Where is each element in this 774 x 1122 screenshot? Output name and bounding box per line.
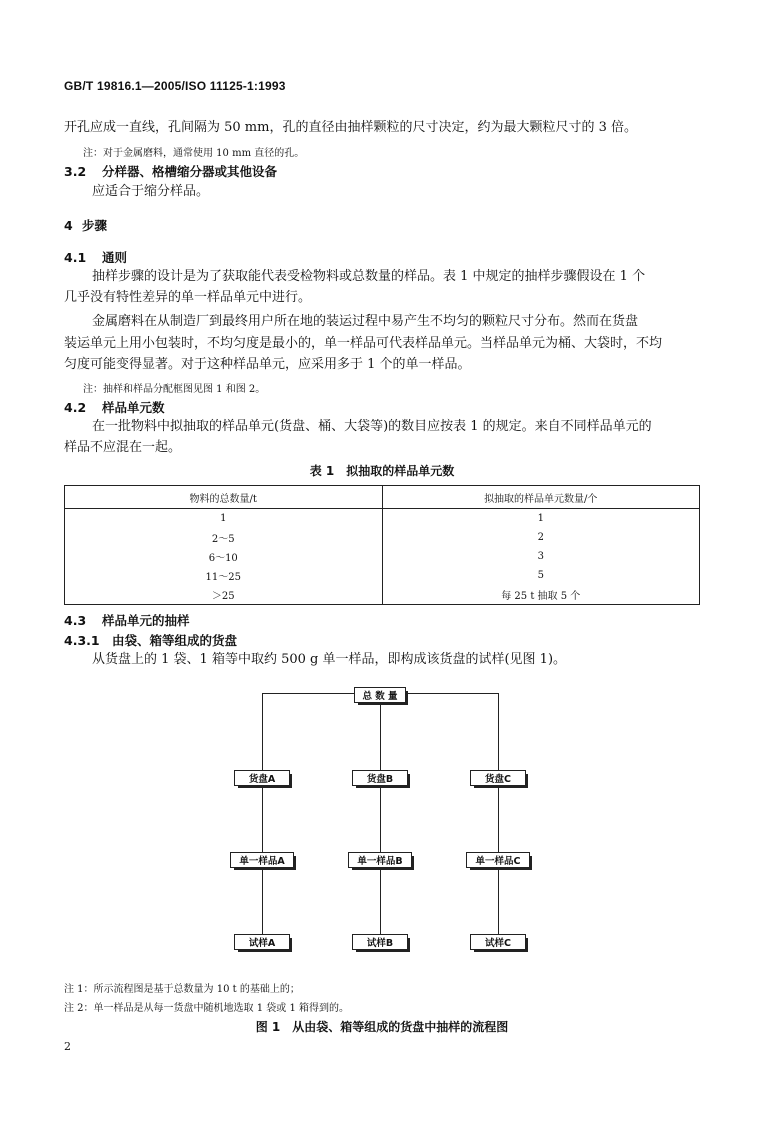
section-title: 由袋、箱等组成的货盘 (112, 633, 238, 648)
box-label: 单一样品C (475, 856, 521, 867)
single-sample-a-box (230, 852, 294, 868)
box-label: 单一样品A (239, 856, 285, 867)
figure-1-note-2: 注 2：单一样品是从每一货盘中随机地选取 1 袋或 1 箱得到的。 (64, 1003, 349, 1014)
connector-line (380, 786, 381, 852)
section-title: 样品单元数 (102, 400, 165, 415)
connector-line (498, 868, 499, 934)
box-label: 货盘B (366, 774, 394, 785)
connector-line (262, 693, 263, 770)
table-cell: 1 (65, 509, 383, 529)
test-sample-b-box (352, 934, 408, 950)
section-number: 3.2 (64, 164, 87, 179)
page-number: 2 (64, 1040, 71, 1053)
table-cell: 11～25 (65, 566, 383, 585)
table-row (65, 585, 700, 605)
section-number: 4.3 (64, 613, 87, 628)
table-row (65, 547, 700, 566)
table-header-cell: 拟抽取的样品单元数量/个 (382, 486, 700, 509)
table-header-cell: 物料的总数量/t (65, 486, 383, 509)
table-cell: 1 (382, 509, 700, 529)
section-4-1-p2-line1: 金属磨料在从制造厂到最终用户所在地的装运过程中易产生不均匀的颗粒尺寸分布。然而在货盘 (92, 314, 639, 329)
connector-line (262, 868, 263, 934)
connector-line (498, 786, 499, 852)
table-1-caption: 表 1 拟抽取的样品单元数 (309, 464, 455, 478)
section-4-1-note: 注：抽样和样品分配框图见图 1 和图 2。 (83, 384, 266, 395)
section-number: 4.3.1 (64, 633, 100, 648)
test-sample-c-box (470, 934, 526, 950)
box-label: 总 数 量 (362, 691, 398, 702)
section-3-2-text: 应适合于缩分样品。 (92, 184, 210, 199)
section-4-2-line2: 样品不应混在一起。 (64, 440, 182, 455)
section-number: 4.1 (64, 250, 87, 265)
total-quantity-box (354, 687, 406, 703)
table-1 (64, 485, 700, 605)
single-sample-b-box (348, 852, 412, 868)
section-4-heading (64, 216, 107, 234)
section-number: 4.2 (64, 400, 87, 415)
connector-line (380, 868, 381, 934)
section-title: 通则 (102, 250, 128, 265)
pallet-b-box (352, 770, 408, 786)
section-title: 步骤 (82, 218, 108, 233)
section-title: 样品单元的抽样 (102, 613, 190, 628)
section-4-2-heading (64, 398, 165, 416)
single-sample-c-box (466, 852, 530, 868)
intro-note: 注：对于金属磨料，通常使用 10 mm 直径的孔。 (83, 148, 305, 159)
section-4-3-1-heading (64, 631, 237, 649)
section-4-1-p1-line2: 几乎没有特性差异的单一样品单元中进行。 (64, 290, 312, 305)
figure-1-note-1: 注 1：所示流程图是基于总数量为 10 t 的基础上的； (64, 984, 300, 995)
section-4-1-p1-line1: 抽样步骤的设计是为了获取能代表受检物料或总数量的样品。表 1 中规定的抽样步骤假设在 1 个 (92, 269, 646, 284)
table-row (65, 509, 700, 529)
pallet-c-box (470, 770, 526, 786)
section-title: 分样器、格槽缩分器或其他设备 (102, 164, 278, 179)
section-number: 4 (64, 218, 73, 233)
section-4-1-p2-line3: 匀度可能变得显著。对于这种样品单元，应采用多于 1 个的单一样品。 (64, 357, 471, 372)
section-3-2-heading (64, 162, 277, 180)
box-label: 试样B (366, 938, 394, 949)
connector-line (498, 693, 499, 770)
figure-1-caption: 图 1 从由袋、箱等组成的货盘中抽样的流程图 (255, 1020, 509, 1034)
standard-id: GB/T 19816.1—2005/ISO 11125-1:1993 (64, 79, 286, 93)
table-cell: 2～5 (65, 528, 383, 547)
box-label: 货盘A (248, 774, 276, 785)
box-label: 试样A (248, 938, 276, 949)
section-4-3-1-text: 从货盘上的 1 袋、1 箱等中取约 500 g 单一样品，即构成该货盘的试样(见图 1)。 (92, 652, 567, 667)
table-row (65, 566, 700, 585)
pallet-a-box (234, 770, 290, 786)
section-4-3-heading (64, 611, 190, 629)
table-header-row (65, 486, 700, 509)
table-cell: 3 (382, 547, 700, 566)
table-cell: 5 (382, 566, 700, 585)
section-4-1-heading (64, 248, 127, 266)
table-cell: 6～10 (65, 547, 383, 566)
box-label: 货盘C (485, 774, 511, 785)
section-4-1-p2-line2: 装运单元上用小包装时，不均匀度是最小的，单一样品可代表样品单元。当样品单元为桶、大袋时，不均 (64, 336, 663, 351)
test-sample-a-box (234, 934, 290, 950)
connector-line (262, 786, 263, 852)
table-row (65, 528, 700, 547)
box-label: 试样C (485, 938, 511, 949)
box-label: 单一样品B (357, 856, 403, 867)
table-cell: 每 25 t 抽取 5 个 (382, 585, 700, 605)
section-4-2-line1: 在一批物料中拟抽取的样品单元(货盘、桶、大袋等)的数目应按表 1 的规定。来自不同样品单元的 (92, 419, 652, 434)
table-cell: ＞25 (65, 585, 383, 605)
intro-line: 开孔应成一直线，孔间隔为 50 mm，孔的直径由抽样颗粒的尺寸决定，约为最大颗粒尺寸的 3 倍。 (64, 120, 637, 135)
table-cell: 2 (382, 528, 700, 547)
connector-line (380, 703, 381, 770)
